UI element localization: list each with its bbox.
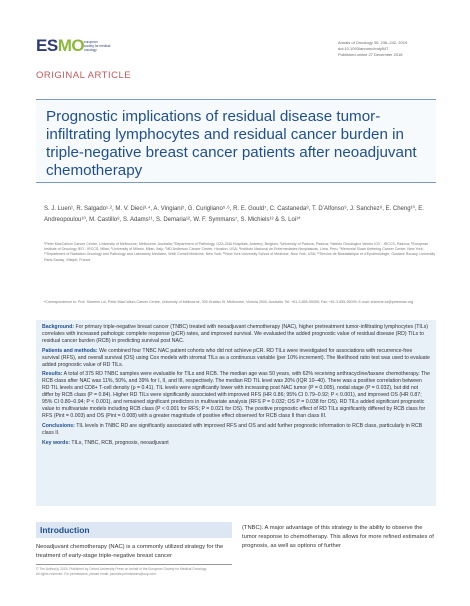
affiliations: ¹Peter MacCallum Cancer Centre, University of Melbourne, Melbourne, Australia; ²Department of Pathology, GZA-ZNA Hospitals, Antwerp, Belgium; ³University of Padova, Padova; ⁴Istituto Oncologico Veneto IOV - IRCCS, Padova; ⁵European Institute of Oncology IEO - IRCCS, Milan; ⁶University of Milano, Milan, Italy; ⁷MD Anderson Cancer Center, Houston, USA; ⁸Instituto Nacional de Enfermedades Neoplasicas, Lima, Peru; ⁹Memorial Sloan Kettering Cancer Center, New York; ¹⁰Department of Radiation Oncology and Pathology and Laboratory Medicine, Weill Cornell Medicine, New York; ¹¹New York University School of Medicine, New York, USA; ¹²Service de Biostatistique et d’Epidémiologie, Gustave Roussy, University Paris-Saclay, Villejuif, France xyxy=(44,242,436,262)
journal-citation: Annals of Oncology 30: 236–242, 2019 doi:10.1093/annonc/mdy547 Published online 27 December 2018 xyxy=(338,40,408,57)
section-label: ORIGINAL ARTICLE xyxy=(36,70,132,81)
abstract-box xyxy=(36,320,436,506)
esmo-logo-subtitle: european society for medical oncology xyxy=(84,40,111,52)
abstract-results: Results: A total of 375 RD TNBC samples were evaluable for TILs and RCB. The median age was 50 years, with 62% receiving anthracycline/taxane chemotherapy. The RCB class after NAC was 11%, 50%, and 39% for I, II, and III, respectively. The median RD TIL level was 20% (IQR 10–40). There was a positive correlation between RD TIL levels and CD8+ T-cell density (ρ = 0.41). TIL levels were significantly lower with increasing post NAC tumor (P = 0.005), nodal stage (P = 0.032), but did not differ by RCB class (P = 0.84). Higher RD TILs were significantly associated with improved RFS (HR 0.86; 95% CI 0.79–0.92; P < 0.001), and improved OS (HR 0.87; 95% CI 0.80–0.94; P < 0.001), and remained significant predictors in multivariate analysis (RFS P = 0.032; OS P = 0.038 for OS). RD TILs added significant prognostic value to multivariate models including RCB class (P < 0.001 for RFS; P = 0.021 for OS). The positive prognostic effect of RD TILs significantly differed by RCB class for RFS (Pint = 0.003) and OS (Pint = 0.008) with a greater magnitude of positive effect observed for RCB class II than class III. xyxy=(42,371,430,419)
introduction-text-left: Neoadjuvant chemotherapy (NAC) is a commonly utilized strategy for the treatment of early-stage triple-negative breast cancer xyxy=(36,544,224,560)
journal-logo xyxy=(36,36,156,60)
copyright-footer: © The Author(s) 2018. Published by Oxford University Press on behalf of the European Society for Medical Oncology. All rights reserved. For permissions, please email: journals.permissions@oup.com. xyxy=(36,564,232,576)
correspondence: *Correspondence to: Prof. Sherene Loi, Peter MacCallum Cancer Centre, University of Melbourne, 305 Grattan St, Melbourne, Victoria 3000, Australia. Tel: +61-3-855-95055; Fax: +61-3-855-95039; E-mail: sherene.loi@petermac.org xyxy=(44,300,414,304)
abstract-methods: Patients and methods: We combined four TNBC NAC patient cohorts who did not achieve pCR. RD TILs were investigated for associations with recurrence-free survival (RFS), and overall survival (OS) using Cox models with stromal TILs as a continuous variable (per 10% increment). The likelihood ratio test was used to evaluate added prognostic value of RD TILs. xyxy=(42,347,430,368)
introduction-text-right: (TNBC). A major advantage of this strategy is the ability to observe the tumor response to chemotherapy. This allows for more refined estimates of prognosis, as well as options of further xyxy=(242,525,434,550)
abstract-conclusions: Conclusions: TIL levels in TNBC RD are significantly associated with improved RFS and OS and add further prognostic information to RCB class, particularly in RCB class II. xyxy=(42,422,423,436)
abstract-background: Background: For primary triple-negative breast cancer (TNBC) treated with neoadjuvant chemotherapy (NAC), higher pretreatment tumor-infiltrating lymphocytes (TILs) correlates with increased pathologic complete response (pCR) rates, and improved survival. We evaluated the added prognostic value of residual disease (RD) TILs to residual cancer burden (RCB) in predicting survival post NAC. xyxy=(42,324,429,344)
introduction-heading: Introduction xyxy=(36,522,232,538)
esmo-logo-mark: ESMO xyxy=(36,36,85,55)
author-list: S. J. Luen¹, R. Salgado¹·², M. V. Dieci³·⁴, A. Vingiani⁵, G. Curigliano⁵·⁶, R. E. Gould⁷, C. Castaneda⁸, T. D’Alfonso⁹, J. Sanchez⁸, E. Cheng¹⁰, E. Andreopoulou¹⁰, M. Castillo⁸, S. Adams¹¹, S. Demaria¹², W. F. Symmans⁷, S. Michiels¹³ & S. Loi¹* xyxy=(44,206,424,223)
abstract-keywords: Key words: TILs, TNBC, RCB, prognosis, neoadjuvant xyxy=(42,439,169,446)
title-box xyxy=(36,99,436,183)
article-title: Prognostic implications of residual disease tumor-infiltrating lymphocytes and residual cancer burden in triple-negative breast cancer patients after neoadjuvant chemotherapy xyxy=(46,108,417,179)
